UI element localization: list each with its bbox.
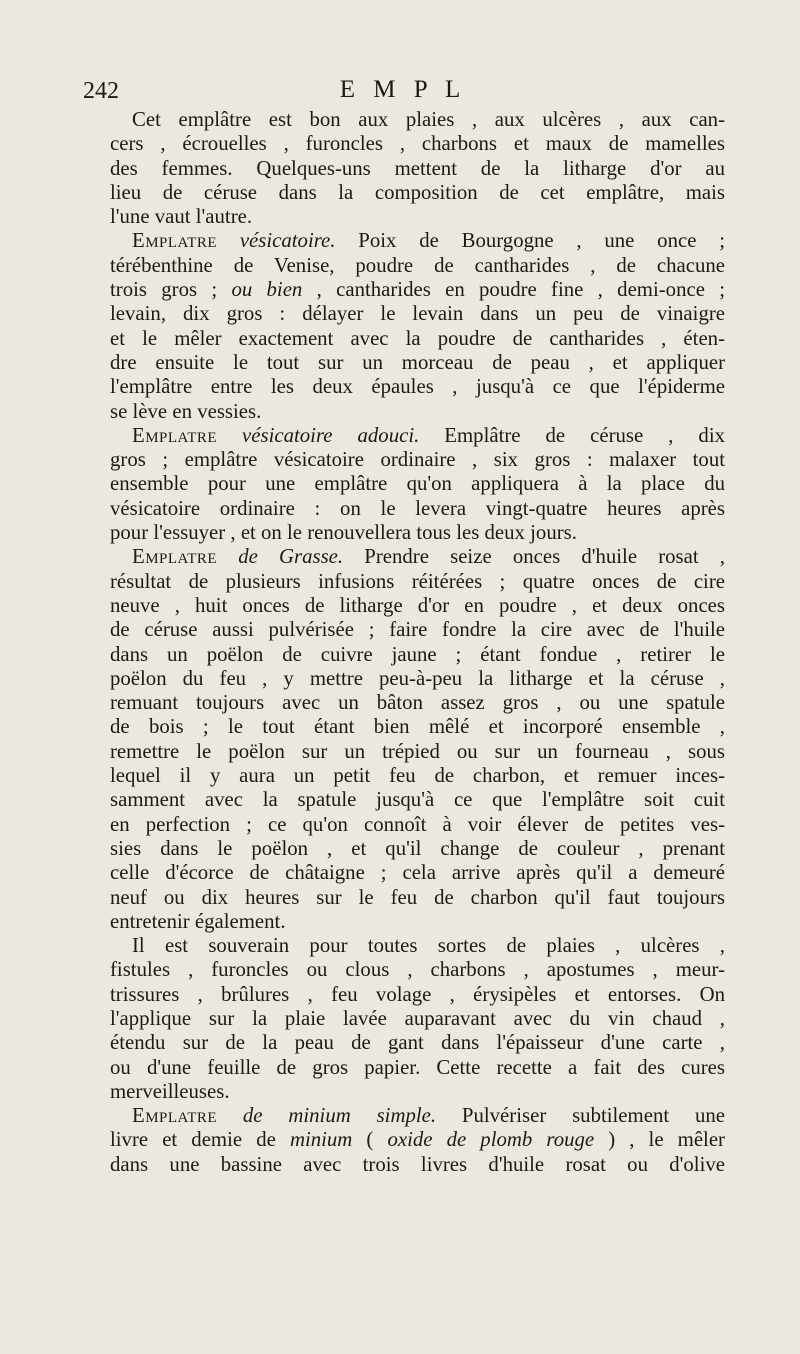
- text-line: [110, 837, 725, 861]
- line-text: levain, dix gros : délayer le levain dans un peu de vinaigre: [110, 302, 725, 326]
- line-text: en perfection ; ce qu'on connoît à voir élever de petites ves-: [110, 812, 725, 836]
- line-text: ensemble pour une emplâtre qu'on appliquera à la place du: [110, 472, 725, 496]
- line-text: Emplâtre de céruse , dix: [419, 423, 726, 447]
- text-line: [110, 1153, 725, 1177]
- line-text: Pulvériser subtilement une: [436, 1104, 725, 1128]
- line-text: dans une bassine avec trois livres d'huile rosat ou d'olive: [110, 1152, 725, 1176]
- line-text: trois gros ;: [110, 278, 232, 302]
- line-text: térébenthine de Venise, poudre de cantharides , de chacune: [110, 253, 725, 277]
- line-text: gros ; emplâtre vésicatoire ordinaire , six gros : malaxer tout: [110, 448, 725, 472]
- line-text: neuve , huit onces de litharge d'or en poudre , et deux onces: [110, 593, 725, 617]
- text-line: [110, 1104, 725, 1128]
- text-line: [110, 278, 725, 302]
- line-text: Cet emplâtre est bon aux plaies , aux ulcères , aux can-: [132, 108, 725, 131]
- page-number: 242: [83, 78, 119, 104]
- text-line: [110, 108, 725, 132]
- italic-text: de minium simple.: [217, 1104, 437, 1128]
- text-line: [110, 934, 725, 958]
- italic-text: vésicatoire.: [217, 229, 336, 253]
- text-line: [110, 740, 725, 764]
- text-line: [110, 594, 725, 618]
- line-text: dans un poëlon de cuivre jaune ; étant fondue , retirer le: [110, 642, 725, 666]
- entry-heading: Emplatre: [132, 423, 218, 447]
- text-line: [110, 1031, 725, 1055]
- text-line: [110, 229, 725, 253]
- text-line: [110, 448, 725, 472]
- line-text: samment avec la spatule jusqu'à ce que l'emplâtre soit cuit: [110, 788, 725, 812]
- line-text: des femmes. Quelques-uns mettent de la litharge d'or au: [110, 156, 725, 180]
- page-header: [83, 76, 723, 106]
- text-line: [110, 958, 725, 982]
- text-line: [110, 886, 725, 910]
- text-line: [110, 327, 725, 351]
- italic-text: de Grasse.: [217, 545, 344, 569]
- text-line: [110, 1056, 725, 1080]
- text-line: [110, 813, 725, 837]
- line-text: résultat de plusieurs infusions réitérées ; quatre onces de cire: [110, 569, 725, 593]
- line-text: Il est souverain pour toutes sortes de plaies , ulcères ,: [132, 934, 725, 958]
- line-text: Poix de Bourgogne , une once ;: [335, 229, 725, 253]
- line-text: celle d'écorce de châtaigne ; cela arrive après qu'il a demeuré: [110, 861, 725, 885]
- text-line: [110, 302, 725, 326]
- line-text: se lève en vessies.: [110, 399, 262, 423]
- text-line: [110, 254, 725, 278]
- italic-text: ou bien ,: [231, 278, 322, 302]
- line-text: de bois ; le tout étant bien mêlé et incorporé ensemble ,: [110, 715, 725, 739]
- line-text: pour l'essuyer , et on le renouvellera tous les deux jours.: [110, 521, 577, 545]
- text-line: [110, 545, 725, 569]
- line-text: ou d'une feuille de gros papier. Cette recette a fait des cures: [110, 1055, 725, 1079]
- text-line: [110, 715, 725, 739]
- line-text: l'une vaut l'autre.: [110, 205, 253, 229]
- italic-text: oxide de plomb rouge: [387, 1128, 595, 1152]
- line-text: lieu de céruse dans la composition de cet emplâtre, mais: [110, 180, 725, 204]
- text-line: [110, 861, 725, 885]
- text-line: [110, 983, 725, 1007]
- entry-heading: Emplatre: [132, 545, 218, 569]
- text-line: [110, 1128, 725, 1152]
- text-line: [110, 472, 725, 496]
- line-text: (: [352, 1128, 388, 1152]
- text-line: [110, 643, 725, 667]
- line-text: remuant toujours avec un bâton assez gros , ou une spatule: [110, 691, 725, 715]
- text-line: [110, 910, 725, 934]
- italic-text: vésicatoire adouci.: [217, 423, 420, 447]
- line-text: poëlon du feu , y mettre peu-à-peu la litharge et la céruse ,: [110, 666, 725, 690]
- text-line: [110, 570, 725, 594]
- line-text: merveilleuses.: [110, 1079, 230, 1103]
- line-text: cantharides en poudre fine , demi-once ;: [321, 278, 726, 302]
- body-text: [110, 108, 725, 1177]
- text-line: [110, 1007, 725, 1031]
- line-text: remettre le poëlon sur un trépied ou sur un fourneau , sous: [110, 739, 725, 763]
- text-line: [110, 521, 725, 545]
- line-text: ) , le mêler: [594, 1128, 725, 1152]
- line-text: fistules , furoncles ou clous , charbons , apostumes , meur-: [110, 958, 725, 982]
- line-text: l'applique sur la plaie lavée auparavant avec du vin chaud ,: [110, 1006, 725, 1030]
- text-line: [110, 764, 725, 788]
- text-line: [110, 181, 725, 205]
- text-line: [110, 691, 725, 715]
- text-line: [110, 788, 725, 812]
- line-text: trissures , brûlures , feu volage , érysipèles et entorses. On: [110, 982, 725, 1006]
- text-line: [110, 618, 725, 642]
- entry-heading: Emplatre: [132, 1104, 218, 1128]
- line-text: lequel il y aura un petit feu de charbon, et remuer inces-: [110, 764, 725, 788]
- text-line: [110, 424, 725, 448]
- text-line: [110, 375, 725, 399]
- line-text: livre et demie de: [110, 1128, 290, 1152]
- italic-text: minium: [289, 1128, 353, 1152]
- line-text: dre ensuite le tout sur un morceau de peau , et appliquer: [110, 350, 725, 374]
- line-text: entretenir également.: [110, 909, 286, 933]
- line-text: Prendre seize onces d'huile rosat ,: [343, 545, 726, 569]
- text-line: [110, 497, 725, 521]
- line-text: vésicatoire ordinaire : on le levera vingt-quatre heures après: [110, 496, 725, 520]
- text-line: [110, 667, 725, 691]
- line-text: neuf ou dix heures sur le feu de charbon qu'il faut toujours: [110, 885, 725, 909]
- text-line: [110, 132, 725, 156]
- line-text: étendu sur de la peau de gant dans l'épaisseur d'une carte ,: [110, 1031, 725, 1055]
- text-line: [110, 351, 725, 375]
- line-text: de céruse aussi pulvérisée ; faire fondre la cire avec de l'huile: [110, 618, 725, 642]
- entry-heading: Emplatre: [132, 229, 218, 253]
- text-line: [110, 205, 725, 229]
- text-line: [110, 400, 725, 424]
- line-text: et le mêler exactement avec la poudre de cantharides , éten-: [110, 326, 725, 350]
- running-head: E M P L: [339, 76, 467, 103]
- text-line: [110, 157, 725, 181]
- line-text: l'emplâtre entre les deux épaules , jusqu'à ce que l'épiderme: [110, 375, 725, 399]
- line-text: cers , écrouelles , furoncles , charbons et maux de mamelles: [110, 132, 725, 156]
- line-text: sies dans le poëlon , et qu'il change de couleur , prenant: [110, 836, 725, 860]
- text-line: [110, 1080, 725, 1104]
